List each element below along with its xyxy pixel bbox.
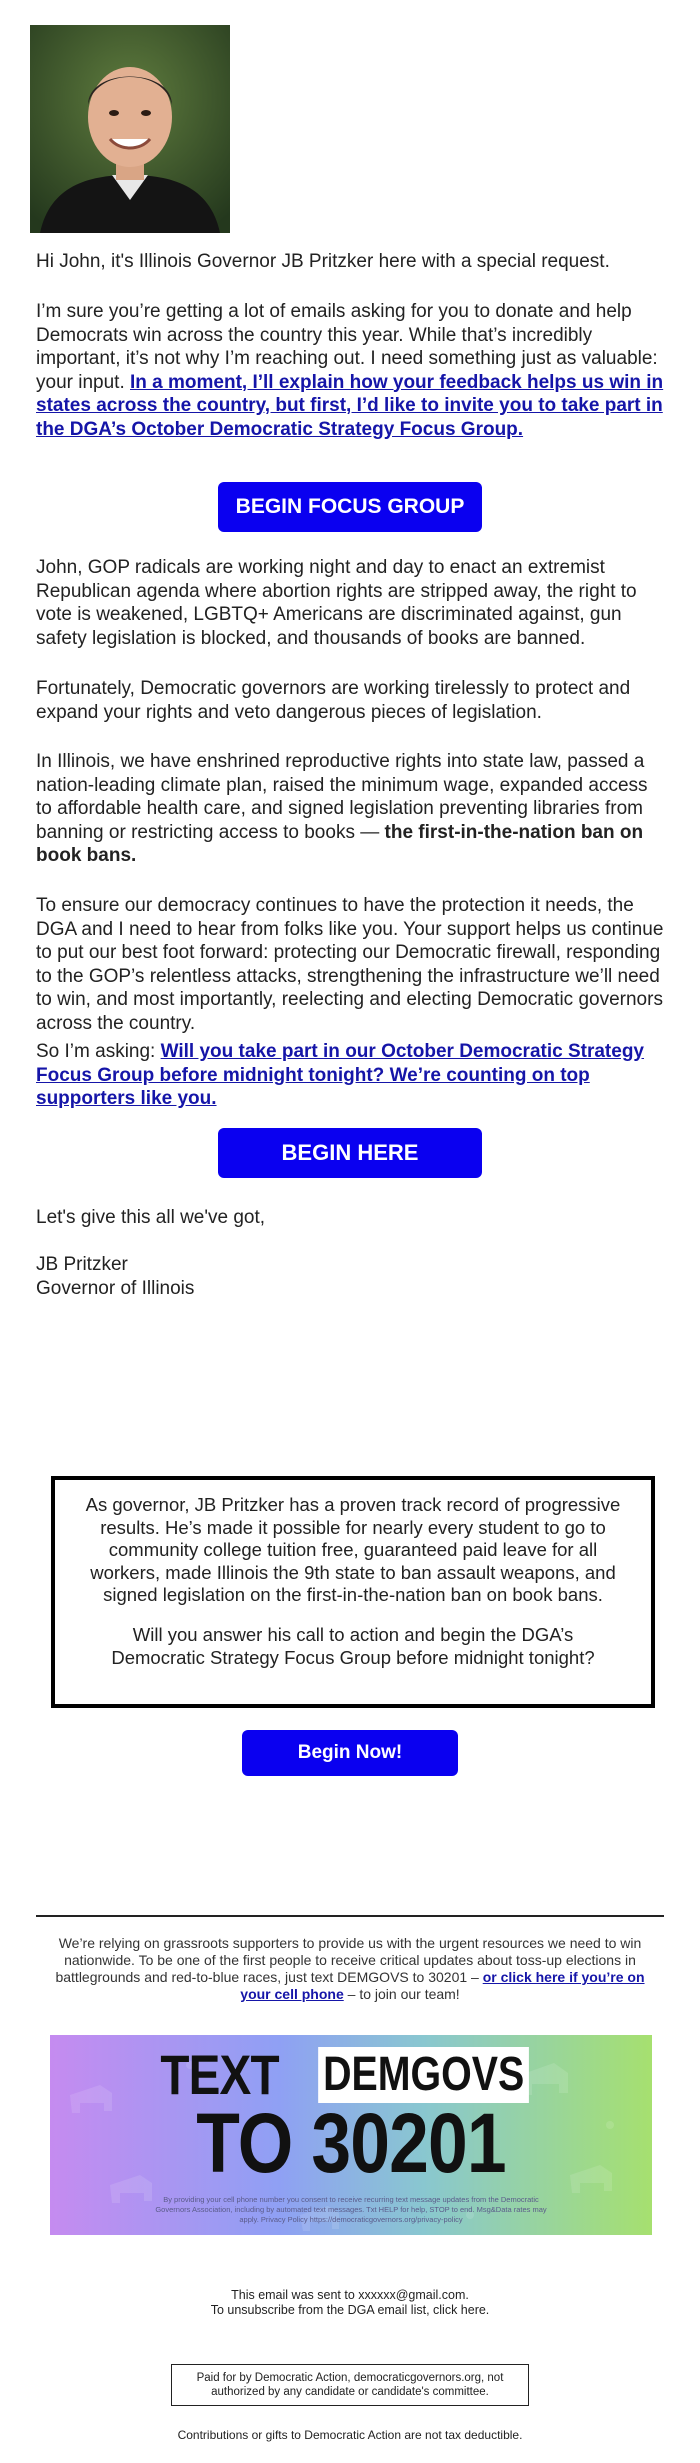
call-to-action-text: Will you answer his call to action and begin the DGA’s Democratic Strategy Focus Group before midnight tonight?: [111, 1624, 595, 1668]
grassroots-text: We’re relying on grassroots supporters to provide us with the urgent resources we need to win nationwide. To be one of the first people to receive critical updates about toss-up elections in battlegrounds and red-to-blue races, just text DEMGOVS to 30201 – or click here if you’re on your cell phone – to join our team!: [55, 1935, 645, 2002]
focus-group-invite-link[interactable]: In a moment, I’ll explain how your feedback helps us win in states across the country, but first, I’d like to invite you to take part in the DGA’s October Democratic Strategy Focus Group.: [36, 371, 664, 440]
intro-text: I’m sure you’re getting a lot of emails asking for you to donate and help Democrats win across the country this year. While that’s incredibly important, it’s not why I’m reaching out. I need something just as valuable: your input.: [36, 301, 658, 393]
gop-paragraph: John, GOP radicals are working night and day to enact an extremist Republican agenda where abortion rights are stripped away, the right to vote is weakened, LGBTQ+ Americans are discriminated against, gun safety legislation is blocked, and thousands of books are banned.: [36, 557, 637, 649]
illinois-paragraph: [36, 750, 666, 868]
unsubscribe-link[interactable]: To unsubscribe from the DGA email list, click here.: [210, 2303, 490, 2317]
footer-divider: [36, 1915, 664, 1917]
signature-block: [36, 1253, 666, 1300]
illinois-text: In Illinois, we have enshrined reproductive rights into state law, passed a nation-leading climate plan, raised the minimum wage, expanded access to affordable health care, and signed legislation preventing libraries from banning or restricting access to books —: [36, 751, 648, 843]
begin-now-button[interactable]: Begin Now!: [242, 1730, 458, 1776]
track-record-text: As governor, JB Pritzker has a proven track record of progressive results. He’s made it possible for nearly every student to go to community college tuition free, guaranteed paid leave for all workers, made Illinois the 9th state to ban assault weapons, and signed legislation on the first-in-the-nation ban on book bans.: [85, 1494, 621, 1605]
book-ban-highlight: the first-in-the-nation ban on book bans.: [36, 821, 644, 866]
cell-phone-link[interactable]: or click here if you’re on your cell phone: [240, 1969, 645, 2002]
signature-title: Governor of Illinois: [36, 1277, 195, 1299]
paid-for-box: Paid for by Democratic Action, democraticgovernors.org, not authorized by any candidate or candidate's committee.: [171, 2364, 529, 2406]
take-part-link[interactable]: Will you take part in our October Democratic Strategy Focus Group before midnight tonight? We’re counting on top supporters like you.: [36, 1041, 644, 1109]
governors-paragraph: Fortunately, Democratic governors are working tirelessly to protect and expand your rights and veto dangerous pieces of legislation.: [36, 678, 631, 723]
intro-paragraph: [36, 300, 666, 441]
track-record-box: [51, 1476, 655, 1708]
begin-focus-group-button[interactable]: BEGIN FOCUS GROUP: [218, 482, 482, 532]
ask-text: So I’m asking:: [36, 1041, 161, 1062]
democracy-paragraph: To ensure our democracy continues to have the protection it needs, the DGA and I need to hear from folks like you. Your support helps us continue to put our best foot forward: protecting our Democratic firewall, responding to the GOP’s relentless attacks, strengthening the infrastructure we’ll need to win, and most importantly, reelecting and electing Democratic governors across the country.: [36, 895, 664, 1034]
signature-name: JB Pritzker: [36, 1254, 128, 1275]
banner-text-word: TEXT: [160, 2043, 279, 2106]
text-demgovs-banner[interactable]: [50, 2035, 652, 2235]
ask-paragraph: [36, 1040, 666, 1111]
tax-disclaimer: Contributions or gifts to Democratic Action are not tax deductible.: [177, 2428, 523, 2442]
banner-shortcode: TO 30201: [196, 2096, 506, 2190]
signoff: Let's give this all we've got,: [36, 1207, 266, 1228]
sent-to-text: This email was sent to xxxxxx@gmail.com.: [231, 2288, 469, 2302]
email-notice: [40, 2288, 660, 2318]
greeting: Hi John, it's Illinois Governor JB Pritzker here with a special request.: [36, 251, 610, 272]
begin-here-button[interactable]: BEGIN HERE: [218, 1128, 482, 1178]
portrait-photo: [30, 25, 230, 233]
banner-keyword: DEMGOVS: [318, 2047, 529, 2103]
banner-fine-print: By providing your cell phone number you consent to receive recurring text message updates from the Democratic Governors Association, including by automated text messages. Txt HELP for help, STOP to end. Msg&Data rates may apply. Privacy Policy https://democraticgovernors.org/privacy-policy: [155, 2195, 547, 2224]
portrait-image: [30, 25, 230, 233]
